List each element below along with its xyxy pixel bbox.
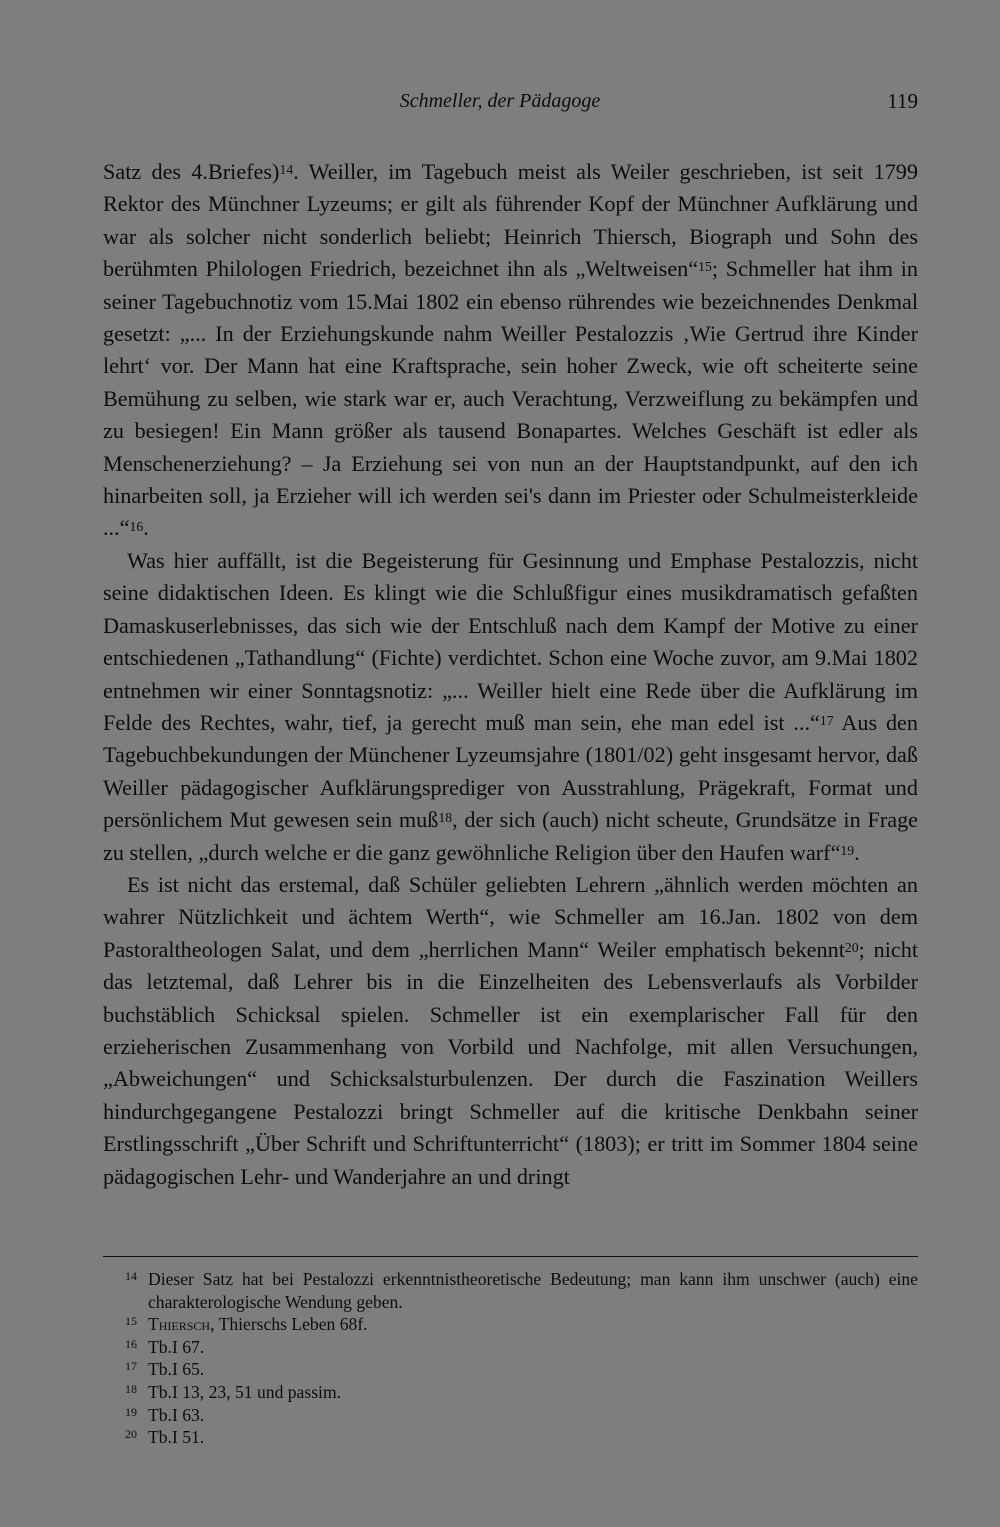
page-number: 119 bbox=[887, 89, 918, 113]
footnote-16 bbox=[103, 1336, 918, 1359]
running-title: Schmeller, der Pädagoge bbox=[399, 90, 601, 112]
author-name: Thiersch bbox=[148, 1314, 211, 1335]
footnote-text: Tb.I 51. bbox=[148, 1427, 205, 1448]
footnote-text: Tb.I 13, 23, 51 und passim. bbox=[148, 1381, 342, 1402]
text-run: ; Schmeller hat ihm in seiner Tagebuchnotiz vom 15.Mai 1802 ein ebenso rührendes wie bezeichnendes Denkmal gesetzt: „... In der Erziehungskunde nahm Weiller Pestalozzis ‚Wie Gertrud ihre Kinder lehrt‘ vor. Der Mann hat eine Kraftsprache, sein hoher Zweck, wie oft scheiterte seine Bemühung zu selben, wie stark war er, auch Verachtung, Verzweiflung zu bekämpfen und zu besiegen! Ein Mann größer als tausend Bonapartes. Welches Geschäft ist edler als Menschenerziehung? – Ja Erziehung sei von nun an der Hauptstandpunkt, auf den ich hinarbeiten soll, ja Erzieher will ich werden sei's dann im Priester oder Schulmeisterkleide ...“ bbox=[103, 256, 918, 541]
footnote-ref-16[interactable]: 16 bbox=[129, 518, 144, 534]
footnote-number: 15 bbox=[125, 1314, 137, 1329]
footnote-15 bbox=[103, 1313, 918, 1336]
footnote-text: Dieser Satz hat bei Pestalozzi erkenntnistheoretische Bedeutung; man kann ihm unschwer (auch) eine charakterologische Wendung geben. bbox=[148, 1269, 918, 1312]
paragraph-3 bbox=[103, 869, 918, 1193]
footnote-number: 18 bbox=[125, 1381, 137, 1396]
text-run: . bbox=[143, 515, 149, 541]
footnote-ref-14[interactable]: 14 bbox=[279, 162, 294, 178]
footnote-ref-19[interactable]: 19 bbox=[840, 842, 855, 858]
footnote-divider bbox=[103, 1256, 918, 1257]
footnote-14 bbox=[103, 1268, 918, 1313]
footnote-18 bbox=[103, 1381, 918, 1404]
footnote-ref-15[interactable]: 15 bbox=[698, 259, 712, 275]
footnote-ref-17[interactable]: 17 bbox=[819, 713, 834, 729]
footnote-text: Tb.I 67. bbox=[148, 1336, 205, 1357]
text-run: , der sich (auch) nicht scheute, Grundsätze in Frage zu stellen, „durch welche er die ganz gewöhnliche Religion über den Haufen warf“ bbox=[103, 807, 919, 865]
footnote-number: 17 bbox=[125, 1359, 137, 1374]
main-text bbox=[103, 156, 918, 1193]
text-run: Satz des 4.Briefes) bbox=[103, 159, 280, 184]
text-run: Aus den Tagebuchbekundungen der Münchener Lyzeumsjahre (1801/02) geht insgesamt hervor, daß Weiller pädagogischer Aufklärungsprediger von Ausstrahlung, Prägekraft, Format und persönlichem Mut gewesen sein muß bbox=[103, 709, 919, 833]
footnote-text: Tb.I 63. bbox=[148, 1404, 205, 1425]
footnote-ref-18[interactable]: 18 bbox=[438, 810, 453, 826]
footnote-text: Tb.I 65. bbox=[148, 1359, 205, 1380]
footnote-19 bbox=[103, 1404, 918, 1427]
footnotes bbox=[103, 1268, 918, 1449]
text-run: . Weiller, im Tagebuch meist als Weiler geschrieben, ist seit 1799 Rektor des Münchner Lyzeums; er gilt als führender Kopf der Münchner Aufklärung und war als solcher nicht sonderlich beliebt; Heinrich Thiersch, Biograph und Sohn des berühmten Philologen Friedrich, bezeichnet ihn als „Weltweisen“ bbox=[103, 159, 918, 282]
text-run: ; nicht das letztemal, daß Lehrer bis in die Einzelheiten des Lebensverlaufs als Vorbilder buchstäblich Schicksal spielen. Schmeller ist ein exemplarischer Fall für den erzieherischen Zusammenhang von Vorbild und Nachfolge, mit allen Versuchungen, „Abweichungen“ und Schicksalsturbulenzen. Der durch die Faszination Weillers hindurchgegangene Pestalozzi bringt Schmeller auf die kritische Denkbahn seiner Erstlingsschrift „Über Schrift und Schriftunterricht“ (1803); er tritt im Sommer 1804 seine pädagogischen Lehr- und Wanderjahre an und dringt bbox=[103, 936, 919, 1189]
paragraph-2 bbox=[103, 545, 918, 869]
footnote-20 bbox=[103, 1426, 918, 1449]
text-run: Was hier auffällt, ist die Begeisterung für Gesinnung und Emphase Pestalozzis, nicht seine didaktischen Ideen. Es klingt wie die Schlußfigur eines musikdramatisch gefaßten Damaskuserlebnisses, das sich wie der Entschluß nach dem Kampf der Motive zu einer entschiedenen „Tathandlung“ (Fichte) verdichtet. Schon eine Woche zuvor, am 9.Mai 1802 entnehmen wir einer Sonntagsnotiz: „... Weiller hielt eine Rede über die Aufklärung im Felde des Rechtes, wahr, tief, ja gerecht muß man sein, ehe man edel ist ...“ bbox=[103, 547, 918, 735]
paragraph-1 bbox=[103, 156, 918, 545]
text-run: Es ist nicht das erstemal, daß Schüler geliebten Lehrern „ähnlich werden möchten an wahrer Nützlichkeit und ächtem Werth“, wie Schmeller am 16.Jan. 1802 von dem Pastoraltheologen Salat, und dem „herrlichen Mann“ Weiler emphatisch bekennt bbox=[103, 871, 918, 962]
footnote-ref-20[interactable]: 20 bbox=[844, 939, 859, 955]
footnote-number: 14 bbox=[125, 1269, 137, 1283]
footnote-number: 19 bbox=[125, 1404, 137, 1419]
footnote-number: 16 bbox=[125, 1336, 137, 1351]
footnote-text: , Thierschs Leben 68f. bbox=[210, 1314, 368, 1335]
text-run: . bbox=[854, 839, 860, 865]
footnote-number: 20 bbox=[125, 1427, 137, 1442]
footnote-17 bbox=[103, 1358, 918, 1381]
